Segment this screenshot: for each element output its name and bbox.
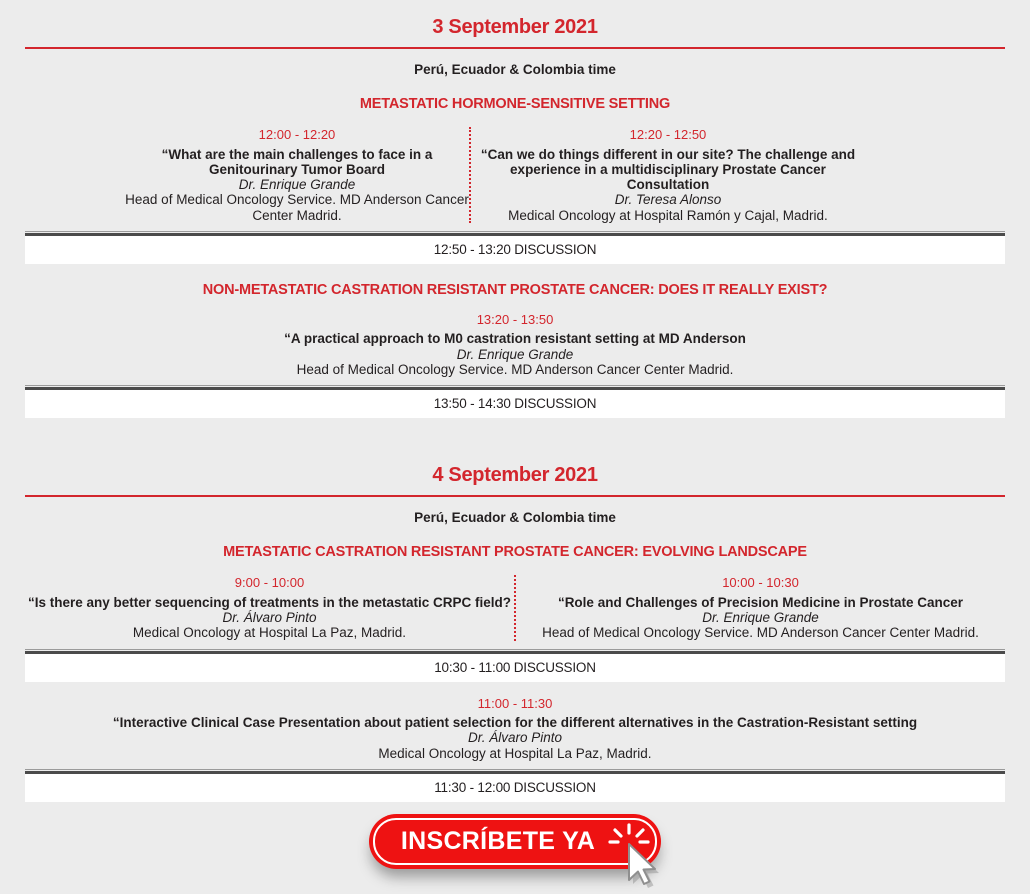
day-2-block-1 (25, 544, 1005, 681)
inscribete-label: INSCRÍBETE YA (400, 826, 596, 855)
day-2-session-row (25, 575, 1005, 640)
day-1-heading-1: METASTATIC HORMONE-SENSITIVE SETTING (359, 96, 671, 112)
discussion-band: 11:30 - 12:00 DISCUSSION (25, 774, 1005, 802)
session-speaker: Dr. Enrique Grande (456, 346, 574, 362)
day-2-heading-1: METASTATIC CASTRATION RESISTANT PROSTATE CANCER: EVOLVING LANDSCAPE (223, 544, 807, 561)
inscribete-button[interactable] (369, 814, 661, 869)
session-time: 9:00 - 10:00 (234, 575, 305, 591)
session-grande-m0 (25, 312, 1005, 377)
session-affiliation: Head of Medical Oncology Service. MD Anderson Cancer Center Madrid. (125, 192, 469, 223)
discussion-block-2 (25, 385, 1005, 418)
session-affiliation: Head of Medical Oncology Service. MD Anderson Cancer Center Madrid. (296, 361, 734, 377)
day-1-session-row (25, 127, 1005, 223)
day-2-timezone: Perú, Ecuador & Colombia time (414, 510, 616, 526)
session-time: 13:20 - 13:50 (476, 311, 554, 327)
day-1-rule (25, 47, 1005, 49)
session-pinto-clinical-case (25, 696, 1005, 761)
discussion-band: 13:50 - 14:30 DISCUSSION (25, 390, 1005, 418)
session-alonso-consultation (471, 127, 1005, 223)
discussion-block-3 (25, 649, 1005, 682)
session-title: “What are the main challenges to face in a Genitourinary Tumor Board (161, 146, 433, 177)
session-time: 12:20 - 12:50 (629, 127, 707, 142)
day-2-block-2 (25, 696, 1005, 802)
session-speaker: Dr. Álvaro Pinto (467, 730, 563, 746)
session-speaker: Dr. Álvaro Pinto (222, 610, 317, 626)
discussion-block-4 (25, 769, 1005, 802)
day-1-timezone: Perú, Ecuador & Colombia time (414, 62, 616, 77)
day-2-rule (25, 495, 1005, 497)
session-title: “Can we do things different in our site? The challenge and experience in a multidisciplinary Prostate Cancer Consultation (480, 146, 856, 193)
day-1-section (25, 0, 1005, 418)
session-affiliation: Head of Medical Oncology Service. MD Anderson Cancer Center Madrid. (542, 625, 979, 641)
session-speaker: Dr. Teresa Alonso (614, 192, 722, 208)
session-title: “Interactive Clinical Case Presentation about patient selection for the different alternatives in the Castration-Resistant setting (112, 715, 918, 731)
day-1-block-1 (25, 96, 1005, 264)
session-affiliation: Medical Oncology at Hospital La Paz, Madrid. (378, 745, 652, 761)
session-time: 11:00 - 11:30 (477, 695, 553, 711)
discussion-block-1 (25, 231, 1005, 264)
day-2-title: 4 September 2021 (432, 464, 598, 487)
session-grande-tumor-board (25, 127, 469, 223)
discussion-band: 12:50 - 13:20 DISCUSSION (25, 236, 1005, 264)
day-2-section (25, 418, 1005, 802)
session-pinto-sequencing (25, 575, 514, 640)
day-1-title: 3 September 2021 (432, 16, 598, 38)
session-title: “Role and Challenges of Precision Medicine in Prostate Cancer (557, 594, 964, 610)
discussion-band: 10:30 - 11:00 DISCUSSION (25, 654, 1005, 682)
day-1-block-2 (25, 282, 1005, 418)
session-affiliation: Medical Oncology at Hospital La Paz, Madrid. (132, 625, 407, 641)
day-1-heading-2: NON-METASTATIC CASTRATION RESISTANT PROSTATE CANCER: DOES IT REALLY EXIST? (202, 281, 828, 298)
session-time: 12:00 - 12:20 (258, 127, 336, 142)
cta-row (25, 814, 1005, 869)
session-title: “A practical approach to M0 castration resistant setting at MD Anderson (284, 331, 746, 347)
session-grande-precision (516, 575, 1005, 640)
session-speaker: Dr. Enrique Grande (702, 610, 819, 626)
session-speaker: Dr. Enrique Grande (238, 177, 356, 193)
session-title: “Is there any better sequencing of treatments in the metastatic CRPC field? (27, 594, 512, 610)
session-time: 10:00 - 10:30 (722, 575, 799, 591)
session-affiliation: Medical Oncology at Hospital Ramón y Cajal, Madrid. (508, 207, 828, 223)
